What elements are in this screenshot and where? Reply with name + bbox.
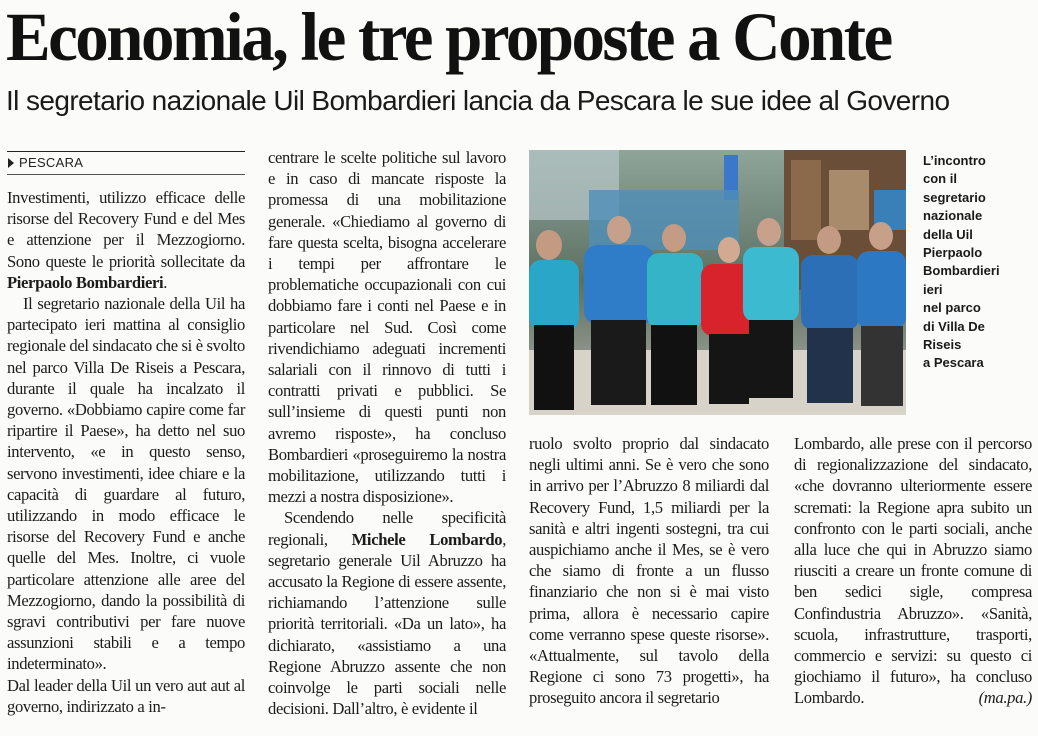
caption-line: della Uil — [923, 226, 973, 242]
headline: Economia, le tre proposte a Conte — [6, 0, 891, 75]
col4-paragraph-1: Lombardo, alle prese con il percorso di regionalizzazione del sindacato, «che dovranno ulteriormente essere scremati: la Regione apra subito un confronto con le parti sociali, anche alla luce che qui in Abruzzo siamo riusciti a creare un fronte comune di ben sedici sigle, compresa Confindustria Abruzzo». «Sanità, scuola, infrastrutture, trasporti, commercio e servizi: su questo ci giochiamo il futuro», ha concluso Lombardo. (ma.pa.) — [794, 434, 1032, 708]
caption-line: Pierpaolo — [923, 245, 983, 261]
column-1 — [7, 187, 245, 717]
dateline — [7, 151, 245, 175]
author-signature: (ma.pa.) — [978, 688, 1032, 708]
caption-line: di Villa De — [923, 318, 985, 334]
event-photo — [529, 150, 906, 415]
column-2 — [268, 147, 506, 719]
col2-paragraph-2: Scendendo nelle specificità regionali, Michele Lombardo, segretario generale Uil Abruzzo ha accusato la Regione di essere assente, richiamando l’attenzione sulle priorità territoriali. «Da un lato», ha dichiarato, «assistiamo a una Regione Abruzzo assente che non coinvolge le parti sociali nelle decisioni. Dall’altro, è evidente il — [268, 508, 506, 719]
column-4 — [794, 433, 1032, 709]
person-name-bombardieri: Pierpaolo Bombardieri — [7, 272, 164, 292]
col1-paragraph-2: Il segretario nazionale della Uil ha partecipato ieri mattina al consiglio regionale del sindacato che si è svolto nel parco Villa De Riseis a Pescara, durante il quale ha incalzato il governo. «Dobbiamo capire come far ripartire il Paese», ha detto nel suo intervento, «e in questo senso, servono investimenti, idee chiare e la capacità di guardare al futuro, utilizzando in modo efficace le risorse del Recovery Fund e anche quelle del Mes. Inoltre, ci vuole particolare attenzione alle aree del Mezzogiorno, dando la possibilità di sgravi contributivi per fare nuove assunzioni stabili e a tempo indeterminato». — [7, 294, 245, 674]
col1-paragraph-1: Investimenti, utilizzo efficace delle risorse del Recovery Fund e del Mes e attenzione per il Mezzogiorno. Sono queste le priorità sollecitate da Pierpaolo Bombardieri. — [7, 188, 245, 292]
person-name-lombardo: Michele Lombardo — [351, 529, 503, 549]
col3-paragraph-1: ruolo svolto proprio dal sindacato negli ultimi anni. Se è vero che sono in arrivo per l’Abruzzo 8 miliardi dal Recovery Fund, 1,5 miliardi per la sanità e altri ingenti sostegni, tra cui auspichiamo anche il Mes, se è vero che siamo di fronte a un flusso finanziario che non si è mai visto prima, allora è necessario capire come verranno spese queste risorse». «Attualmente, sul tavolo della Regione ci sono 73 progetti», ha proseguito ancora il segretario — [529, 434, 769, 708]
caption-line: ieri — [923, 281, 943, 297]
subheadline: Il segretario nazionale Uil Bombardieri lancia da Pescara le sue idee al Governo — [6, 85, 950, 116]
caption-line: segretario — [923, 189, 986, 205]
photo-caption — [923, 152, 1033, 373]
caption-line: nazionale — [923, 208, 983, 224]
dateline-marker-icon — [8, 158, 14, 168]
caption-line: nel parco — [923, 300, 981, 316]
column-3 — [529, 433, 769, 709]
col1-paragraph-3: Dal leader della Uil un vero aut aut al governo, indirizzato a in- — [7, 675, 245, 716]
dateline-text: PESCARA — [19, 155, 84, 170]
caption-line: Riseis — [923, 337, 962, 353]
caption-line: con il — [923, 171, 957, 187]
photo-illustration — [529, 150, 906, 415]
caption-line: L’incontro — [923, 153, 986, 168]
col2-paragraph-1: centrare le scelte politiche sul lavoro e in caso di mancate risposte la promessa di una mobilitazione generale. «Chiediamo al governo di fare questa scelta, bisogna accelerare i tempi per affrontare le problematiche occupazionali con cui dobbiamo fare i conti nel Paese e in particolare nel Sud. Così come rivendichiamo adeguati incrementi salariali con il rinnovo di tutti i contratti privati e pubblici. Se sull’insieme di questi punti non avremo risposte», ha concluso Bombardieri «proseguiremo la nostra mobilitazione, utilizzando tutti i mezzi a nostra disposizione». — [268, 148, 506, 507]
caption-line: Bombardieri — [923, 263, 1000, 279]
caption-line: a Pescara — [923, 355, 984, 371]
